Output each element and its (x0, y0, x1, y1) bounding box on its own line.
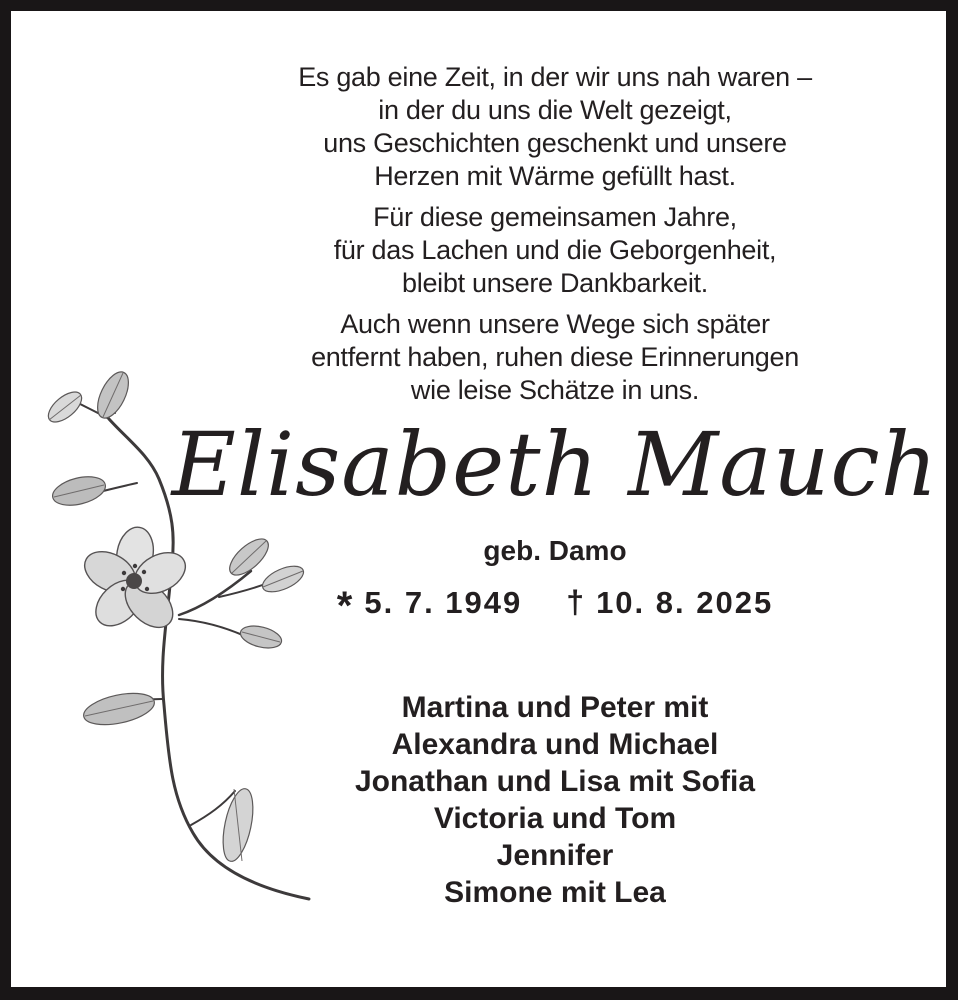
death-date-group (566, 581, 773, 624)
birth-date: 5. 7. 1949 (364, 585, 523, 620)
life-dates (151, 581, 958, 628)
death-cross-icon: † (566, 584, 587, 620)
mourner-line: Jennifer (496, 839, 614, 872)
poem-stanza-1 (151, 61, 958, 193)
poem-line: in der du uns die Welt gezeigt, (378, 95, 732, 125)
poem-line: Auch wenn unsere Wege sich später (340, 309, 770, 339)
memorial-poem (151, 61, 958, 415)
poem-line: entfernt haben, ruhen diese Erinnerungen (311, 342, 799, 372)
poem-line: Herzen mit Wärme gefüllt hast. (374, 161, 736, 191)
poem-stanza-3 (151, 308, 958, 407)
birth-star-icon: * (336, 584, 355, 628)
birth-date-group (336, 582, 523, 628)
mourner-line: Victoria und Tom (433, 802, 677, 835)
deceased-name: Elisabeth Mauch (171, 413, 939, 516)
poem-line: Es gab eine Zeit, in der wir uns nah waren – (298, 62, 812, 92)
poem-line: für das Lachen und die Geborgenheit, (333, 235, 777, 265)
mourner-line: Jonathan und Lisa mit Sofia (354, 765, 756, 798)
death-date: 10. 8. 2025 (596, 585, 774, 620)
maiden-name: geb. Damo (483, 535, 627, 566)
poem-line: Für diese gemeinsamen Jahre, (373, 202, 737, 232)
poem-stanza-2 (151, 201, 958, 300)
mourner-line: Martina und Peter mit (401, 691, 709, 724)
mourner-line: Simone mit Lea (444, 876, 666, 909)
mourners-list (151, 689, 958, 911)
poem-line: uns Geschichten geschenkt und unsere (323, 128, 787, 158)
poem-line: wie leise Schätze in uns. (410, 375, 700, 405)
poem-line: bleibt unsere Dankbarkeit. (402, 268, 708, 298)
mourner-line: Alexandra und Michael (391, 728, 719, 761)
